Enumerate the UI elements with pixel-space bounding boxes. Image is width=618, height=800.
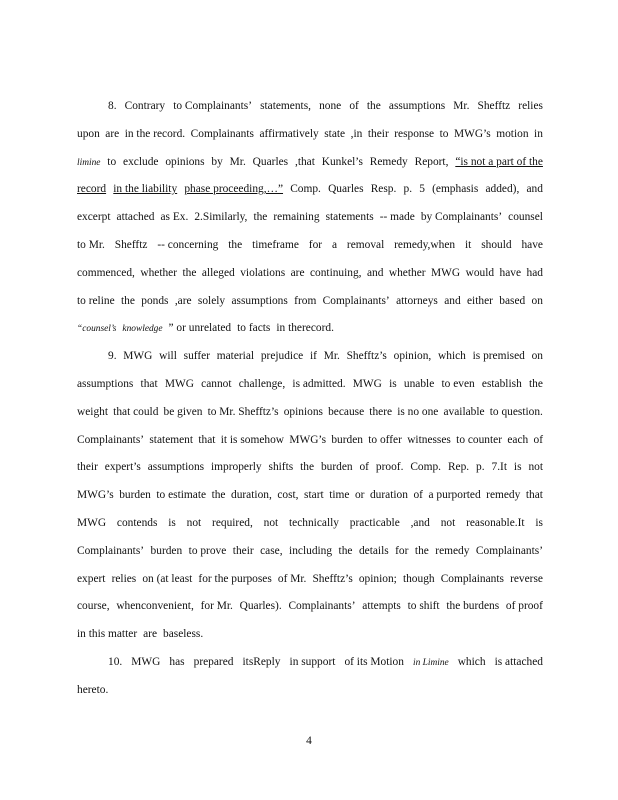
word: of bbox=[349, 100, 359, 112]
word: has bbox=[169, 656, 185, 668]
word: cost, bbox=[277, 489, 299, 501]
word: of Mr. bbox=[277, 573, 307, 585]
word: to counter bbox=[456, 434, 503, 446]
word: whether bbox=[140, 267, 178, 279]
word: upon bbox=[77, 128, 100, 140]
word: MWG’s bbox=[289, 434, 327, 446]
word: relies bbox=[518, 100, 543, 112]
word: of proof bbox=[505, 600, 543, 612]
word: Complainants’ bbox=[475, 545, 543, 557]
text-line bbox=[108, 99, 543, 113]
word: in support bbox=[289, 656, 336, 668]
word: weight bbox=[77, 406, 109, 418]
word: reasonable.It bbox=[466, 517, 525, 529]
text-line bbox=[77, 460, 543, 474]
word: remedy bbox=[435, 545, 470, 557]
word: start bbox=[304, 489, 324, 501]
word: the bbox=[228, 239, 243, 251]
word: is admitted. bbox=[292, 378, 346, 390]
word: that bbox=[525, 489, 543, 501]
word: to bbox=[439, 128, 449, 140]
word: MWG bbox=[164, 378, 194, 390]
word: ,that bbox=[294, 156, 315, 168]
text-line bbox=[77, 488, 543, 502]
word: 2.Similarly, bbox=[194, 211, 248, 223]
word: record bbox=[77, 183, 107, 195]
word: attached bbox=[116, 211, 155, 223]
word: not bbox=[186, 517, 202, 529]
word: baseless. bbox=[163, 628, 204, 640]
word: p. bbox=[403, 183, 413, 195]
text-line bbox=[77, 127, 543, 141]
word: that bbox=[198, 434, 216, 446]
text-line bbox=[77, 627, 543, 641]
word: challenge, bbox=[238, 378, 286, 390]
word: in this matter bbox=[77, 628, 138, 640]
word: in Limine bbox=[412, 658, 449, 668]
word: to facts bbox=[237, 322, 271, 334]
word: are bbox=[105, 128, 120, 140]
page-number: 4 bbox=[306, 735, 312, 747]
word: state bbox=[324, 128, 346, 140]
word: Complainants bbox=[190, 128, 254, 140]
word: MWG bbox=[123, 350, 153, 362]
word: Complainants’ bbox=[322, 295, 390, 307]
word: remedy,when bbox=[394, 239, 456, 251]
word: burden bbox=[150, 545, 183, 557]
word: assumptions bbox=[388, 100, 446, 112]
word: ” or unrelated bbox=[168, 322, 232, 334]
word: should bbox=[481, 239, 512, 251]
word: commenced, bbox=[77, 267, 135, 279]
word: attempts bbox=[362, 600, 401, 612]
word: have bbox=[521, 239, 543, 251]
word: hereto. bbox=[77, 684, 109, 696]
text-line bbox=[77, 683, 543, 697]
word: Report, bbox=[414, 156, 449, 168]
word: phase proceeding,…” bbox=[184, 183, 284, 195]
word: MWG bbox=[131, 656, 161, 668]
word: -- concerning bbox=[157, 239, 219, 251]
word: and bbox=[526, 183, 543, 195]
word: are bbox=[290, 267, 305, 279]
word: Complainants’ bbox=[77, 545, 145, 557]
word: there bbox=[369, 406, 393, 418]
word: Complainants bbox=[440, 573, 504, 585]
word: Complainants’ bbox=[288, 600, 356, 612]
word: the bbox=[414, 545, 429, 557]
word: by Complainants’ bbox=[420, 211, 503, 223]
text-line bbox=[77, 544, 543, 558]
word: that could bbox=[113, 406, 159, 418]
word: if bbox=[309, 350, 317, 362]
word: time bbox=[329, 489, 350, 501]
text-line bbox=[108, 655, 543, 669]
word: expert bbox=[77, 573, 106, 585]
word: added), bbox=[485, 183, 520, 195]
text-line bbox=[77, 238, 543, 252]
word: response bbox=[394, 128, 435, 140]
word: burden bbox=[119, 489, 151, 501]
word: technically bbox=[289, 517, 339, 529]
word: either bbox=[466, 295, 493, 307]
word: the bbox=[211, 489, 226, 501]
word: not bbox=[263, 517, 279, 529]
word: by bbox=[211, 156, 223, 168]
word: Quarles bbox=[328, 183, 364, 195]
word: Remedy bbox=[369, 156, 408, 168]
word: Shefftz bbox=[477, 100, 511, 112]
word: and bbox=[366, 267, 384, 279]
word: Shefftz bbox=[114, 239, 148, 251]
word: not bbox=[528, 461, 543, 473]
word: proof. bbox=[375, 461, 404, 473]
word: that bbox=[140, 378, 158, 390]
word: is attached bbox=[494, 656, 543, 668]
text-line bbox=[77, 516, 543, 530]
word: prepared bbox=[193, 656, 234, 668]
word: “counsel’s bbox=[77, 324, 117, 334]
word: violations bbox=[240, 267, 286, 279]
word: improperly bbox=[210, 461, 262, 473]
word: relies bbox=[111, 573, 137, 585]
word: remaining bbox=[273, 211, 320, 223]
word: is bbox=[168, 517, 176, 529]
word: had bbox=[526, 267, 543, 279]
word: Rep. bbox=[447, 461, 470, 473]
word: and bbox=[444, 295, 461, 307]
word: ,and bbox=[410, 517, 430, 529]
word: the bbox=[528, 378, 543, 390]
text-line bbox=[77, 210, 543, 224]
word: is no one bbox=[397, 406, 439, 418]
word: Quarles). bbox=[239, 600, 282, 612]
word: (emphasis bbox=[432, 183, 479, 195]
word: Quarles bbox=[252, 156, 289, 168]
word: knowledge bbox=[122, 324, 163, 334]
word: to offer bbox=[368, 434, 402, 446]
word: Complainants’ bbox=[77, 434, 145, 446]
word: none bbox=[319, 100, 342, 112]
word: limine bbox=[77, 158, 101, 168]
word: affirmatively bbox=[259, 128, 319, 140]
word: are bbox=[143, 628, 158, 640]
word: excerpt bbox=[77, 211, 111, 223]
word: remedy bbox=[486, 489, 521, 501]
word: the bbox=[366, 100, 381, 112]
word: available bbox=[443, 406, 485, 418]
word: MWG’s bbox=[77, 489, 114, 501]
word: the burdens bbox=[446, 600, 500, 612]
word: opinions bbox=[283, 406, 323, 418]
word: Comp. bbox=[410, 461, 442, 473]
word: material bbox=[216, 350, 255, 362]
word: 9. bbox=[108, 350, 117, 362]
word: details bbox=[358, 545, 389, 557]
word: assumptions bbox=[147, 461, 205, 473]
word: MWG bbox=[352, 378, 382, 390]
word: Shefftz’s bbox=[312, 573, 353, 585]
word: which bbox=[457, 656, 486, 668]
word: counsel bbox=[508, 211, 543, 223]
word: or bbox=[354, 489, 365, 501]
word: contends bbox=[116, 517, 158, 529]
word: to even bbox=[441, 378, 475, 390]
word: to estimate bbox=[156, 489, 207, 501]
word: their bbox=[77, 461, 98, 473]
word: Kunkel’s bbox=[321, 156, 363, 168]
word: ,are bbox=[174, 295, 192, 307]
word: expert’s bbox=[104, 461, 141, 473]
word: 5 bbox=[419, 183, 425, 195]
word: case, bbox=[260, 545, 283, 557]
word: shifts bbox=[268, 461, 294, 473]
word: statements bbox=[325, 211, 374, 223]
word: their bbox=[232, 545, 254, 557]
word: is bbox=[513, 461, 522, 473]
word: the bbox=[182, 267, 197, 279]
word: for bbox=[308, 239, 323, 251]
word: Mr. bbox=[323, 350, 340, 362]
word: is bbox=[535, 517, 543, 529]
word: witnesses bbox=[407, 434, 451, 446]
word: to Complainants’ bbox=[173, 100, 252, 112]
word: cannot bbox=[201, 378, 232, 390]
word: assumptions bbox=[77, 378, 134, 390]
word: of bbox=[533, 434, 543, 446]
word: suffer bbox=[183, 350, 210, 362]
text-line bbox=[77, 599, 543, 613]
word: MWG bbox=[431, 267, 461, 279]
word: of bbox=[413, 489, 423, 501]
word: it bbox=[464, 239, 472, 251]
text-line bbox=[77, 572, 543, 586]
word: -- made bbox=[379, 211, 415, 223]
word: it is somehow bbox=[220, 434, 285, 446]
word: opinion, bbox=[393, 350, 432, 362]
word: whenconvenient, bbox=[116, 600, 194, 612]
word: reverse bbox=[510, 573, 543, 585]
word: is premised bbox=[472, 350, 525, 362]
word: Comp. bbox=[290, 183, 321, 195]
word: their bbox=[367, 128, 389, 140]
word: each bbox=[507, 434, 529, 446]
word: 7.It bbox=[491, 461, 508, 473]
word: be given bbox=[163, 406, 203, 418]
word: on (at least bbox=[142, 573, 193, 585]
text-line bbox=[77, 377, 543, 391]
word: to reline bbox=[77, 295, 115, 307]
word: duration bbox=[369, 489, 408, 501]
text-line bbox=[77, 155, 543, 169]
text-line bbox=[77, 433, 543, 447]
word: a bbox=[331, 239, 338, 251]
text-line bbox=[108, 349, 543, 363]
word: practicable bbox=[349, 517, 400, 529]
word: course, bbox=[77, 600, 110, 612]
word: Shefftz’s bbox=[346, 350, 387, 362]
word: to bbox=[107, 156, 117, 168]
word: to shift bbox=[407, 600, 440, 612]
word: timeframe bbox=[252, 239, 299, 251]
word: unable bbox=[403, 378, 435, 390]
word: though bbox=[402, 573, 435, 585]
word: on bbox=[531, 295, 543, 307]
word: burden bbox=[331, 434, 363, 446]
word: MWG bbox=[77, 517, 107, 529]
word: of its Motion bbox=[344, 656, 404, 668]
word: duration, bbox=[231, 489, 272, 501]
word: itsReply bbox=[242, 656, 281, 668]
word: to Mr. Shefftz’s bbox=[207, 406, 279, 418]
word: Contrary bbox=[124, 100, 166, 112]
word: required, bbox=[212, 517, 253, 529]
text-line bbox=[77, 294, 543, 308]
word: from bbox=[294, 295, 317, 307]
word: in therecord. bbox=[276, 322, 334, 334]
word: the bbox=[120, 295, 135, 307]
text-line bbox=[77, 266, 543, 280]
word: will bbox=[159, 350, 177, 362]
word: the bbox=[338, 545, 353, 557]
word: for bbox=[395, 545, 409, 557]
word: statement bbox=[149, 434, 194, 446]
word: for Mr. bbox=[200, 600, 233, 612]
word: continuing, bbox=[309, 267, 362, 279]
text-line bbox=[77, 182, 543, 196]
word: establish bbox=[481, 378, 522, 390]
word: is bbox=[389, 378, 397, 390]
word: for the purposes bbox=[198, 573, 272, 585]
word: opinions bbox=[165, 156, 205, 168]
word: opinion; bbox=[358, 573, 397, 585]
word: p. bbox=[476, 461, 485, 473]
text-line bbox=[77, 405, 543, 419]
word: 10. bbox=[108, 656, 123, 668]
word: to question. bbox=[489, 406, 543, 418]
word: on bbox=[531, 350, 543, 362]
word: because bbox=[328, 406, 365, 418]
word: ponds bbox=[141, 295, 169, 307]
word: in bbox=[534, 128, 543, 140]
text-line bbox=[77, 321, 543, 335]
word: exclude bbox=[123, 156, 159, 168]
word: 8. bbox=[108, 100, 117, 112]
word: to prove bbox=[188, 545, 227, 557]
word: the bbox=[300, 461, 315, 473]
word: solely bbox=[197, 295, 226, 307]
word: as Ex. bbox=[160, 211, 189, 223]
word: would bbox=[465, 267, 495, 279]
word: alleged bbox=[201, 267, 235, 279]
word: have bbox=[499, 267, 522, 279]
word: Mr. bbox=[453, 100, 470, 112]
word: in the record. bbox=[124, 128, 186, 140]
word: MWG’s bbox=[454, 128, 491, 140]
word: of bbox=[359, 461, 369, 473]
word: whether bbox=[388, 267, 426, 279]
word: burden bbox=[320, 461, 353, 473]
word: including bbox=[289, 545, 333, 557]
word: removal bbox=[346, 239, 385, 251]
word: not bbox=[440, 517, 456, 529]
word: attorneys bbox=[396, 295, 438, 307]
word: based bbox=[499, 295, 526, 307]
word: in the liability bbox=[113, 183, 178, 195]
word: Resp. bbox=[370, 183, 397, 195]
word: the bbox=[253, 211, 268, 223]
word: a purported bbox=[428, 489, 481, 501]
word: to Mr. bbox=[77, 239, 105, 251]
word: statements, bbox=[260, 100, 311, 112]
word: Mr. bbox=[229, 156, 246, 168]
word: “is not a part of the bbox=[455, 156, 543, 168]
word: motion bbox=[496, 128, 529, 140]
word: assumptions bbox=[231, 295, 288, 307]
word: ,in bbox=[350, 128, 363, 140]
word: which bbox=[438, 350, 466, 362]
word: prejudice bbox=[260, 350, 304, 362]
